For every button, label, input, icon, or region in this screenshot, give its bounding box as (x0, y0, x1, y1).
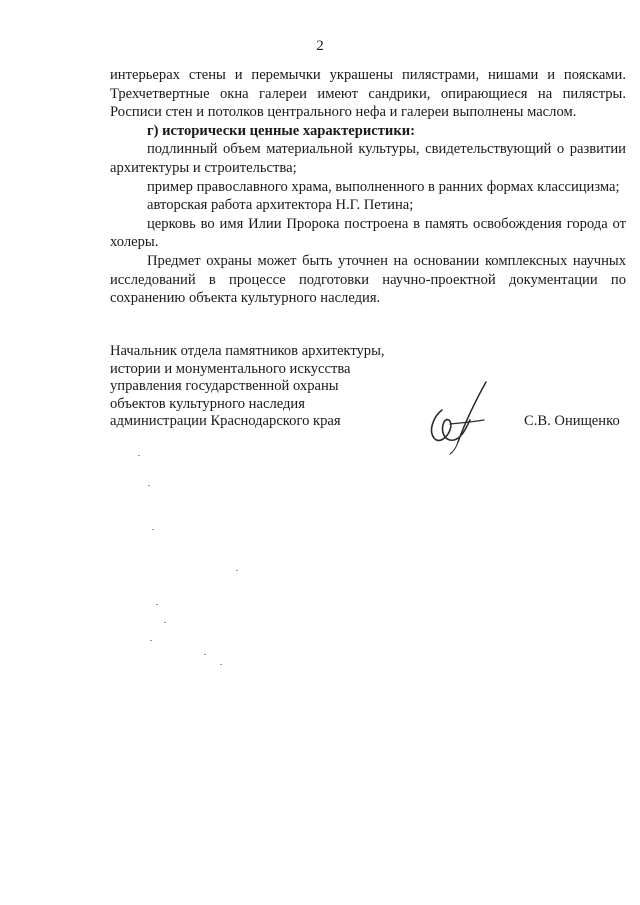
page-number: 2 (316, 38, 324, 54)
scan-speck (152, 529, 154, 530)
scan-speck (204, 654, 206, 655)
paragraph-interiors: интерьерах стены и перемычки украшены пилястрами, нишами и поясками. Трехчетвертные окна галереи имеют сандрики, опирающиеся на пилястры. Росписи стен и потолков центрального нефа и галереи выполнены маслом. (110, 67, 626, 121)
scan-speck (236, 570, 238, 571)
scan-speck (156, 604, 158, 605)
signatory-title (110, 343, 400, 431)
list-item: авторская работа архитектора Н.Г. Петина; (147, 197, 414, 214)
signatory-title-line: истории и монументального искусства (110, 360, 351, 377)
signatory-title-line: администрации Краснодарского края (110, 413, 341, 430)
list-item: церковь во имя Илии Пророка построена в память освобождения города от холеры. (110, 215, 626, 251)
list-item: пример православного храма, выполненного в ранних формах классицизма; (147, 178, 620, 195)
scan-speck (148, 485, 150, 486)
scan-speck (138, 455, 140, 456)
list-item: подлинный объем материальной культуры, свидетельствующий о развитии архитектуры и строительства; (110, 141, 626, 176)
signer-name: С.В. Онищенко (524, 413, 620, 429)
scan-speck (150, 640, 152, 641)
handwritten-signature (420, 376, 490, 456)
paragraph-closing: Предмет охраны может быть уточнен на основании комплексных научных исследований в процессе подготовки научно-проектной документации по сохранению объекта культурного наследия. (110, 252, 626, 307)
section-heading: г) исторически ценные характеристики: (147, 122, 415, 139)
signatory-title-line: Начальник отдела памятников архитектуры, (110, 343, 385, 359)
scan-speck (220, 664, 222, 665)
document-body (110, 66, 626, 308)
signatory-title-line: управления государственной охраны (110, 378, 339, 395)
scan-speck (164, 622, 166, 623)
signatory-title-line: объектов культурного наследия (110, 395, 305, 412)
